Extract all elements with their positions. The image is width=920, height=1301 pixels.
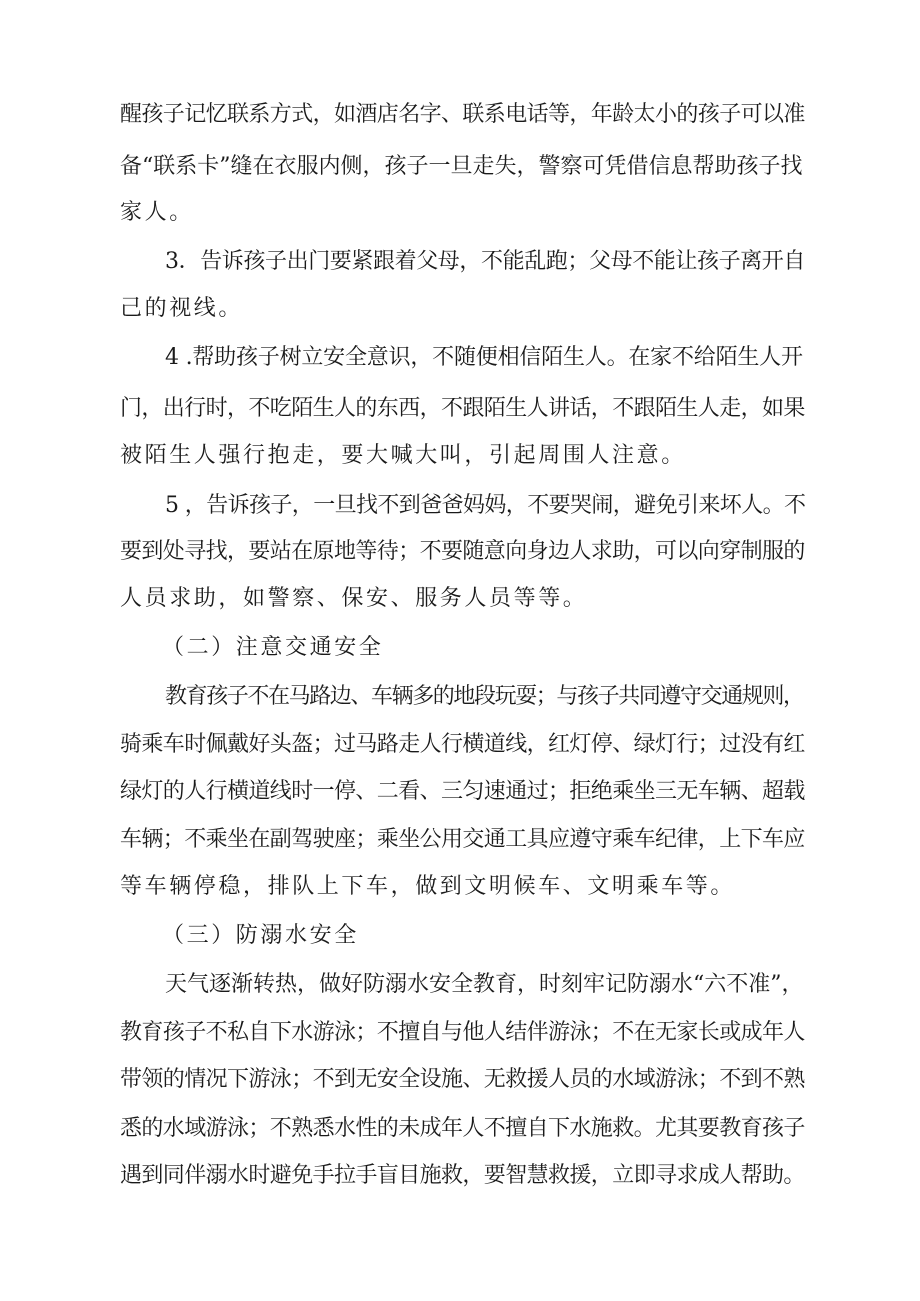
paragraph-line: 教育孩子不在马路边、车辆多的地段玩耍；与孩子共同遵守交通规则， xyxy=(165,684,804,709)
paragraph-line: 带领的情况下游泳；不到无安全设施、无救援人员的水域游泳；不到不熟 xyxy=(120,1067,805,1092)
paragraph-line: 4 .帮助孩子树立安全意识，不随便相信陌生人。在家不给陌生人开 xyxy=(165,345,803,370)
paragraph-line: 骑乘车时佩戴好头盔；过马路走人行横道线，红灯停、绿灯行；过没有红 xyxy=(120,732,805,757)
paragraph-line: 等车辆停稳，排队上下车，做到文明候车、文明乘车等。 xyxy=(120,874,736,899)
paragraph-line: 家人。 xyxy=(120,200,194,225)
paragraph-line: 教育孩子不私自下水游泳；不擅自与他人结伴游泳；不在无家长或成年人 xyxy=(120,1020,805,1045)
paragraph-line: 门，出行时，不吃陌生人的东西，不跟陌生人讲话，不跟陌生人走，如果 xyxy=(120,396,805,421)
paragraph-line: 悉的水域游泳；不熟悉水性的未成年人不擅自下水施救。尤其要教育孩子 xyxy=(120,1116,805,1141)
paragraph-line: 醒孩子记忆联系方式，如酒店名字、联系电话等，年龄太小的孩子可以准 xyxy=(120,102,805,127)
paragraph-line: 备“联系卡”缝在衣服内侧，孩子一旦走失，警察可凭借信息帮助孩子找 xyxy=(120,154,803,179)
section-heading: （二）注意交通安全 xyxy=(162,635,384,660)
paragraph-line: 己的视线。 xyxy=(120,296,244,321)
paragraph-line: 人员求助，如警察、保安、服务人员等等。 xyxy=(120,586,588,611)
paragraph-line: 要到处寻找，要站在原地等待；不要随意向身边人求助，可以向穿制服的 xyxy=(120,539,805,564)
paragraph-line: 车辆；不乘坐在副驾驶座；乘坐公用交通工具应遵守乘车纪律，上下车应 xyxy=(120,827,805,852)
paragraph-line: 被陌生人强行抱走，要大喊大叫，引起周围人注意。 xyxy=(120,443,686,468)
paragraph-line: 天气逐渐转热，做好防溺水安全教育，时刻牢记防溺水“六不准”， xyxy=(165,972,804,997)
paragraph-line: 绿灯的人行横道线时一停、二看、三匀速通过；拒绝乘坐三无车辆、超载 xyxy=(120,779,805,804)
paragraph-line: 遇到同伴溺水时避免手拉手盲目施救，要智慧救援，立即寻求成人帮助。 xyxy=(120,1163,805,1188)
section-heading: （三）防溺水安全 xyxy=(162,923,359,948)
paragraph-line: 3．告诉孩子出门要紧跟着父母，不能乱跑；父母不能让孩子离开自 xyxy=(165,249,805,274)
paragraph-line: 5 ，告诉孩子，一旦找不到爸爸妈妈，不要哭闹，避免引来坏人。不 xyxy=(165,493,806,518)
